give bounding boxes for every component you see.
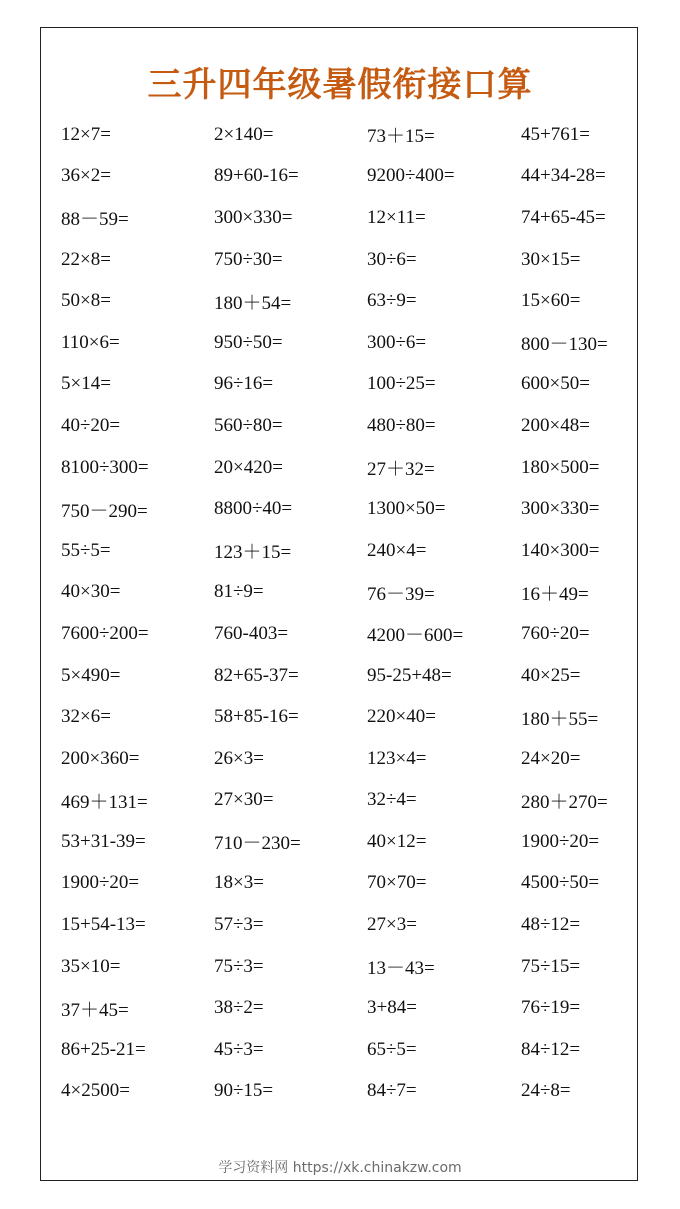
problem-cell: 50×8= (61, 290, 111, 312)
problem-cell: 84÷12= (521, 1038, 581, 1060)
problem-cell: 200×48= (521, 414, 590, 436)
problem-row (61, 904, 631, 946)
problem-cell: 74+65-45= (521, 206, 606, 228)
problem-cell: 4500÷50= (521, 872, 600, 894)
problem-cell: 30÷6= (367, 248, 417, 270)
problem-row (61, 239, 631, 281)
problem-cell: 40×30= (61, 581, 121, 603)
problem-row (61, 530, 631, 572)
problem-row (61, 1029, 631, 1071)
problem-cell: 86+25-21= (61, 1038, 146, 1060)
problem-cell: 280＋270= (521, 791, 608, 813)
page-title: 三升四年级暑假衔接口算 (147, 65, 533, 105)
problem-cell: 4×2500= (61, 1080, 130, 1102)
problem-row (61, 946, 631, 988)
problem-cell: 24×20= (521, 747, 581, 769)
problem-cell: 1300×50= (367, 498, 446, 520)
problem-cell: 32×6= (61, 706, 111, 728)
problem-cell: 36×2= (61, 165, 111, 187)
problem-cell: 750－290= (61, 500, 148, 522)
problem-row (61, 156, 631, 198)
problem-grid (61, 114, 631, 1112)
problem-cell: 300÷6= (367, 331, 427, 353)
problem-cell: 100÷25= (367, 373, 436, 395)
problem-row (61, 322, 631, 364)
problem-cell: 4200－600= (367, 625, 464, 647)
problem-cell: 40×12= (367, 830, 427, 852)
problem-row (61, 987, 631, 1029)
problem-cell: 27×3= (367, 914, 417, 936)
problem-cell: 480÷80= (367, 414, 436, 436)
problem-cell: 760-403= (214, 622, 289, 644)
problem-cell: 58+85-16= (214, 706, 299, 728)
problem-row (61, 821, 631, 863)
problem-cell: 96÷16= (214, 373, 274, 395)
problem-cell: 9200÷400= (367, 165, 455, 187)
problem-cell: 81÷9= (214, 581, 264, 603)
problem-cell: 110×6= (61, 331, 120, 353)
problem-cell: 38÷2= (214, 997, 264, 1019)
problem-cell: 750÷30= (214, 248, 283, 270)
problem-cell: 20×420= (214, 456, 283, 478)
problem-cell: 5×490= (61, 664, 121, 686)
problem-cell: 55÷5= (61, 539, 111, 561)
problem-cell: 950÷50= (214, 331, 283, 353)
problem-cell: 469＋131= (61, 791, 148, 813)
problem-row (61, 696, 631, 738)
problem-row (61, 780, 631, 822)
problem-cell: 90÷15= (214, 1080, 274, 1102)
problem-cell: 76－39= (367, 583, 435, 605)
problem-cell: 800－130= (521, 334, 608, 356)
problem-row (61, 1071, 631, 1113)
problem-cell: 76÷19= (521, 997, 581, 1019)
problem-cell: 63÷9= (367, 290, 417, 312)
problem-row (61, 405, 631, 447)
problem-cell: 560÷80= (214, 414, 283, 436)
problem-cell: 84÷7= (367, 1080, 417, 1102)
problem-cell: 240×4= (367, 539, 427, 561)
problem-cell: 95-25+48= (367, 664, 452, 686)
problem-cell: 18×3= (214, 872, 264, 894)
problem-cell: 37＋45= (61, 999, 129, 1021)
problem-cell: 35×10= (61, 955, 121, 977)
problem-cell: 48÷12= (521, 914, 581, 936)
problem-cell: 2×140= (214, 123, 274, 145)
problem-row (61, 447, 631, 489)
problem-cell: 200×360= (61, 747, 140, 769)
problem-cell: 30×15= (521, 248, 581, 270)
problem-row (61, 613, 631, 655)
problem-cell: 8800÷40= (214, 498, 293, 520)
problem-cell: 27＋32= (367, 459, 435, 481)
problem-cell: 24÷8= (521, 1080, 571, 1102)
problem-cell: 600×50= (521, 373, 590, 395)
problem-cell: 7600÷200= (61, 622, 149, 644)
footer-source: 学习资料网 https://xk.chinakzw.com (218, 1160, 462, 1176)
problem-cell: 180＋55= (521, 708, 599, 730)
problem-cell: 180＋54= (214, 292, 292, 314)
problem-cell: 40×25= (521, 664, 581, 686)
problem-cell: 27×30= (214, 789, 274, 811)
problem-row (61, 114, 631, 156)
problem-row (61, 488, 631, 530)
problem-cell: 88－59= (61, 209, 129, 231)
problem-cell: 180×500= (521, 456, 600, 478)
problem-cell: 16＋49= (521, 583, 589, 605)
problem-cell: 220×40= (367, 706, 436, 728)
problem-cell: 75÷3= (214, 955, 264, 977)
problem-row (61, 280, 631, 322)
problem-cell: 15×60= (521, 290, 581, 312)
problem-cell: 45+761= (521, 123, 590, 145)
problem-cell: 300×330= (214, 206, 293, 228)
problem-cell: 1900÷20= (61, 872, 140, 894)
problem-row (61, 572, 631, 614)
problem-cell: 123＋15= (214, 542, 292, 564)
problem-cell: 45÷3= (214, 1038, 264, 1060)
problem-cell: 73＋15= (367, 126, 435, 148)
problem-row (61, 738, 631, 780)
problem-cell: 300×330= (521, 498, 600, 520)
problem-cell: 65÷5= (367, 1038, 417, 1060)
problem-cell: 53+31-39= (61, 830, 146, 852)
problem-row (61, 863, 631, 905)
problem-cell: 1900÷20= (521, 830, 600, 852)
problem-cell: 12×7= (61, 123, 111, 145)
problem-cell: 22×8= (61, 248, 111, 270)
problem-cell: 13－43= (367, 958, 435, 980)
problem-row (61, 197, 631, 239)
problem-row (61, 364, 631, 406)
problem-cell: 123×4= (367, 747, 427, 769)
problem-cell: 82+65-37= (214, 664, 299, 686)
problem-cell: 710－230= (214, 833, 301, 855)
problem-cell: 15+54-13= (61, 914, 146, 936)
problem-cell: 75÷15= (521, 955, 581, 977)
problem-cell: 32÷4= (367, 789, 417, 811)
problem-cell: 89+60-16= (214, 165, 299, 187)
problem-cell: 26×3= (214, 747, 264, 769)
problem-cell: 3+84= (367, 997, 417, 1019)
problem-cell: 8100÷300= (61, 456, 149, 478)
problem-cell: 57÷3= (214, 914, 264, 936)
problem-cell: 5×14= (61, 373, 111, 395)
problem-cell: 70×70= (367, 872, 427, 894)
problem-cell: 44+34-28= (521, 165, 606, 187)
problem-cell: 12×11= (367, 206, 426, 228)
problem-cell: 760÷20= (521, 622, 590, 644)
problem-row (61, 655, 631, 697)
problem-cell: 40÷20= (61, 414, 121, 436)
problem-cell: 140×300= (521, 539, 600, 561)
